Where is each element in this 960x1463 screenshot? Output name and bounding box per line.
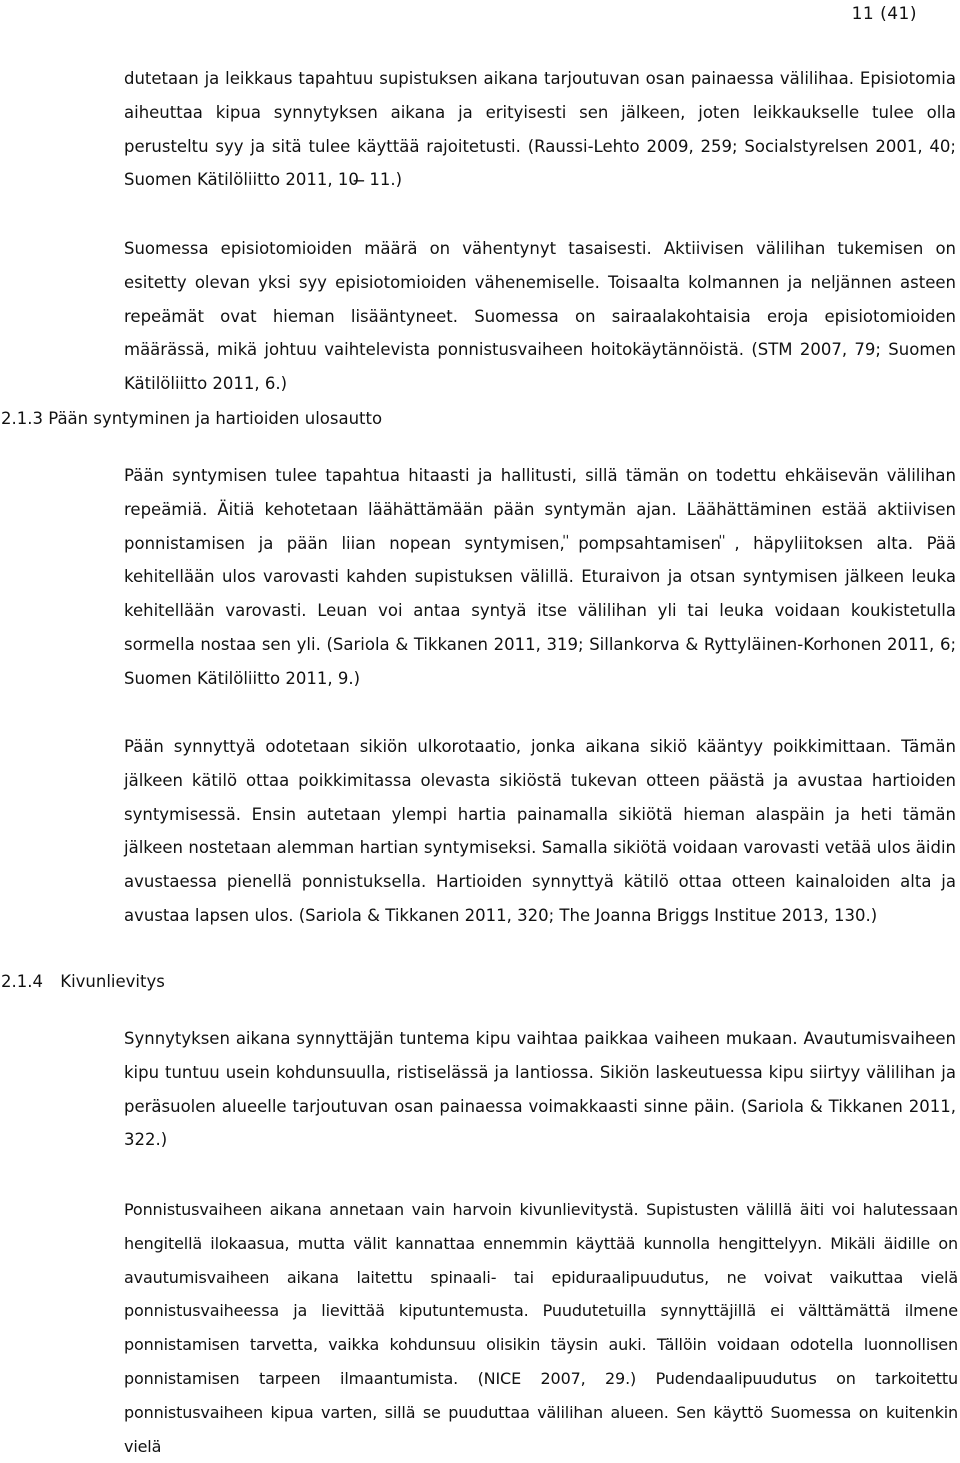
section-heading-head-birth: [1, 407, 382, 431]
paragraph-episiotomy-pain: dutetaan ja leikkaus tapahtuu supistuksen aikana tarjoutuvan osan painaessa välilihaa. Episiotomia aiheuttaa kipua synnytyksen aikana ja erityisesti sen jälkeen, joten leikkaukselle tulee olla perusteltu syy ja sitä tulee käyttää rajoitetusti. (Raussi-Lehto 2009, 259; Socialstyrelsen 2001, 40; Suomen Kätilöliitto 2011, 10 ̶ 11.): [124, 69, 956, 190]
section-title: Kivunlievitys: [60, 972, 165, 991]
paragraph-pain-location: Synnytyksen aikana synnyttäjän tuntema kipu vaihtaa paikkaa vaiheen mukaan. Avautumisvaiheen kipu tuntuu usein kohdunsuulla, ristiselässä ja lantiossa. Sikiön laskeutuessa kipu siirtyy välilihan ja peräsuolen alueelle tarjoutuvan osan painaessa voimakkaasti sinne päin. (Sariola & Tikkanen 2011, 322.): [124, 1029, 956, 1150]
paragraph-head-birth: Pään syntymisen tulee tapahtua hitaasti ja hallitusti, sillä tämän on todettu ehkäisevän välilihan repeämiä. Äitiä kehotetaan läähättämään pään syntymän ajan. Läähättäminen estää aktiivisen ponnistamisen ja pään liian nopean syntymisen, ̎pompsahtamisen ̎, häpyliitoksen alta. Pää kehitellään ulos varovasti kahden supistuksen välillä. Eturaivon ja otsan syntymisen jälkeen leuka kehitellään varovasti. Leuan voi antaa syntyä itse välilihan yli tai leuka voidaan koukistetulla sormella nostaa sen yli. (Sariola & Tikkanen 2011, 319; Sillankorva & Ryttyläinen-Korhonen 2011, 6; Suomen Kätilöliitto 2011, 9.): [124, 466, 956, 688]
paragraph-episiotomy-decline: Suomessa episiotomioiden määrä on vähentynyt tasaisesti. Aktiivisen välilihan tukemisen on esitetty olevan yksi syy episiotomioiden vähenemiselle. Toisaalta kolmannen ja neljännen asteen repeämät ovat hieman lisääntyneet. Suomessa on sairaalakohtaisia eroja episiotomioiden määrässä, mikä johtuu vaihtelevista ponnistusvaiheen hoitokäytännöistä. (STM 2007, 79; Suomen Kätilöliitto 2011, 6.): [124, 239, 956, 394]
section-heading-pain-relief: [1, 970, 165, 994]
section-title: Pään syntyminen ja hartioiden ulosautto: [48, 409, 383, 428]
paragraph-shoulder-delivery: Pään synnyttyä odotetaan sikiön ulkorotaatio, jonka aikana sikiö kääntyy poikkimittaan. Tämän jälkeen kätilö ottaa poikkimitassa olevasta sikiöstä tukevan otteen päästä ja avustaa hartioiden syntymisessä. Ensin autetaan ylempi hartia painamalla sikiötä hieman alaspäin ja heti tämän jälkeen nostetaan alemman hartian syntymiseksi. Samalla sikiötä voidaan varovasti vetää ulos äidin avustaessa pienellä ponnistuksella. Hartioiden synnyttyä kätilö ottaa otteen kainaloiden alta ja avustaa lapsen ulos. (Sariola & Tikkanen 2011, 320; The Joanna Briggs Institue 2013, 130.): [124, 737, 956, 925]
page-number: 11 (41): [851, 4, 917, 24]
section-number: 2.1.3: [1, 409, 43, 428]
section-number: 2.1.4: [1, 972, 43, 991]
paragraph-pushing-phase-analgesia: Ponnistusvaiheen aikana annetaan vain harvoin kivunlievitystä. Supistusten välillä äiti voi halutessaan hengitellä ilokaasua, mutta välit kannattaa ennemmin käyttää kunnolla hengittelyyn. Mikäli äidille on avautumisvaiheen aikana laitettu spinaali- tai epiduraalipuudutus, ne voivat vaikuttaa vielä ponnistusvaiheessa ja lievittää kiputuntemusta. Puudutetuilla synnyttäjillä ei välttämättä ilmene ponnistamisen tarvetta, vaikka kohdunsuu olisikin täysin auki. Tällöin voidaan odotella luonnollisen ponnistamisen tarpeen ilmaantumista. (NICE 2007, 29.) Pudendaalipuudutus on tarkoitettu ponnistusvaiheen kipua varten, sillä se puuduttaa välilihan alueen. Sen käyttö Suomessa on kuitenkin vielä: [124, 1200, 958, 1456]
